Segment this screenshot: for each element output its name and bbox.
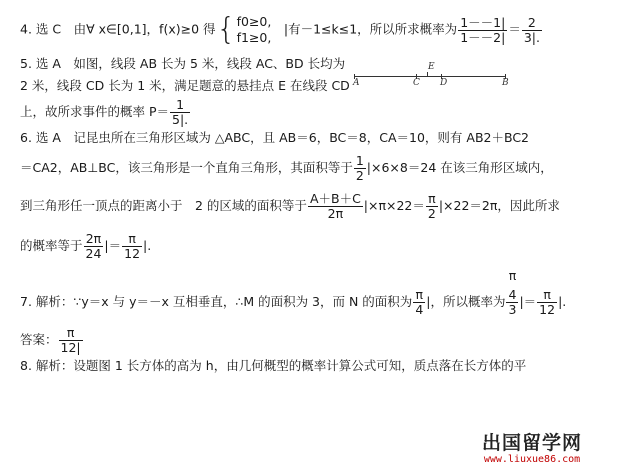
- site-name: 出国留学网: [482, 432, 583, 454]
- q4-mid: |有－1≤k≤1，所以所求概率为: [283, 21, 458, 37]
- q6-line-4: 的概率等于 $\frac{2\pi}{24}$ |＝ $\frac{\pi}{12}$ |.: [20, 231, 152, 261]
- tick-e: [427, 72, 428, 77]
- label-e: E: [428, 62, 435, 72]
- brace-symbol: {: [216, 12, 236, 47]
- q6-half-fraction: $\frac{1}{2}$: [355, 153, 364, 183]
- label-a: A: [353, 78, 360, 88]
- q4-prefix: 4. 选 C 由∀ x∈[0,1]，f(x)≥0 得: [20, 21, 216, 37]
- site-url: www.liuxue86.com: [483, 454, 581, 465]
- q6-line-3: 到三角形任一顶点的距离小于 2 的区域的面积等于 $\frac{A+B+C}{2\pi}$ |×π×22＝ $\frac{\pi}{2}$ |×22＝2π，因此所求: [20, 191, 560, 221]
- q6-pi2-fraction: $\frac{\pi}{2}$: [427, 191, 436, 221]
- q7-pi4-fraction: $\frac{\pi}{4}$: [415, 287, 424, 317]
- label-d: D: [440, 78, 448, 88]
- q4-line: 4. 选 C 由∀ x∈[0,1]，f(x)≥0 得{ f0≥0, f1≥0, |有－1≤k≤1，所以所求概率为 $\frac{1--1|}{1--2|}$ ＝ $\frac{2}{3|.}$: [20, 12, 540, 47]
- label-c: C: [413, 78, 420, 88]
- q8-line-1: 8. 解析：设题图 1 长方体的高为 h，由几何概型的概率计算公式可知，质点落在长方体的平: [20, 358, 527, 373]
- q5-line-1: 5. 选 A 如图，线段 AB 长为 5 米，线段 AC、BD 长均为: [20, 56, 346, 71]
- q7-result-fraction: $\frac{\pi}{12}$: [539, 287, 556, 317]
- q4-case-1: f0≥0,: [236, 14, 272, 29]
- q6-probability-fraction-2: $\frac{\pi}{12}$: [124, 231, 141, 261]
- answer-label: 答案：: [20, 332, 58, 347]
- label-b: B: [502, 78, 509, 88]
- q7-nested-fraction: π 4 3: [508, 268, 517, 317]
- segment-ab-line: [354, 76, 506, 77]
- q4-fraction-1: $\frac{1--1|}{1--2|}$: [460, 14, 506, 45]
- q4-fraction-2: $\frac{2}{3|.}$: [523, 14, 540, 45]
- q5-probability-fraction: $\frac{1}{5|.}$: [172, 97, 189, 127]
- q6-abc-fraction: $\frac{A+B+C}{2\pi}$: [309, 191, 361, 221]
- q4-cases: [237, 14, 272, 46]
- site-watermark: [482, 432, 582, 466]
- q6-probability-fraction-1: $\frac{2\pi}{24}$: [85, 231, 102, 261]
- q7-answer-fraction: $\frac{\pi}{12|}$: [60, 325, 81, 355]
- q6-line-1: 6. 选 A 记昆虫所在三角形区域为 △ABC，且 AB＝6，BC＝8，CA＝10，则有 AB2＋BC2: [20, 130, 530, 145]
- q5-line-3: 上，故所求事件的概率 P＝ $\frac{1}{5|.}$: [20, 97, 189, 127]
- q6-line-2: ＝CA2，AB⊥BC，该三角形是一个直角三角形，其面积等于 $\frac{1}{2}$ |×6×8＝24 在该三角形区域内，: [20, 153, 553, 183]
- q7-answer-line: [20, 326, 84, 355]
- q7-line-1: 7. 解析：∵y＝x 与 y＝－x 互相垂直，∴M 的面积为 3，而 N 的面积为 $\frac{\pi}{4}$ |，所以概率为 π 4 3 |＝ $\frac{\pi}{12}$ |.: [20, 268, 567, 317]
- q5-line-2: 2 米，线段 CD 长为 1 米，满足题意的悬挂点 E 在线段 CD: [20, 78, 350, 93]
- q4-case-2: f1≥0,: [236, 30, 272, 45]
